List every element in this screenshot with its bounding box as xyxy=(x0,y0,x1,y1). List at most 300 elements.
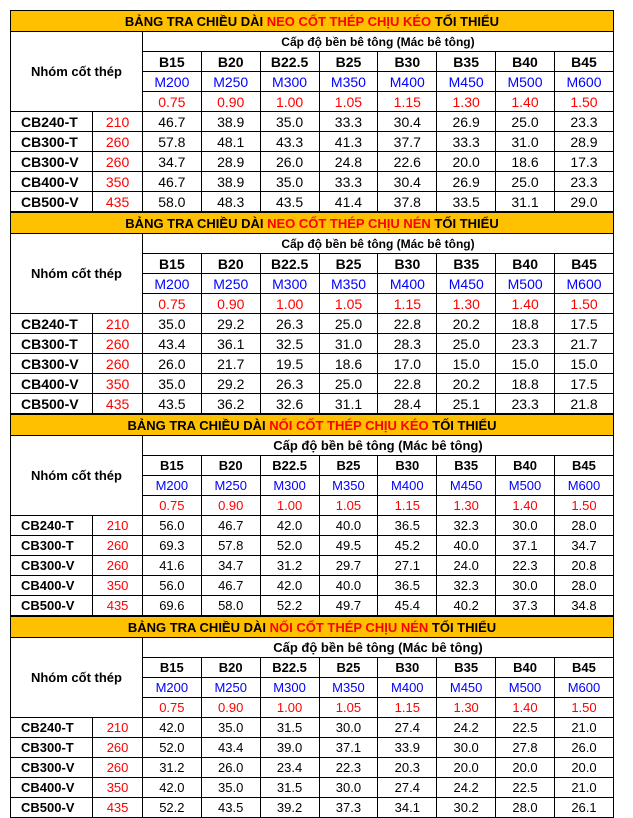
rs-value: 260 xyxy=(93,758,143,778)
concrete-mark-cell: M250 xyxy=(201,72,260,92)
data-row xyxy=(11,314,614,334)
grade-cell: B35 xyxy=(437,52,496,72)
steel-group-header: Nhóm cốt thép xyxy=(11,638,143,718)
length-value: 24.2 xyxy=(437,778,496,798)
concrete-mark-cell: M200 xyxy=(142,476,201,496)
length-value: 27.4 xyxy=(378,778,437,798)
concrete-mark-cell: M450 xyxy=(437,72,496,92)
rs-value: 435 xyxy=(93,394,143,414)
coefficient-cell: 0.75 xyxy=(142,294,201,314)
concrete-strength-header: Cấp độ bền bê tông (Mác bê tông) xyxy=(142,32,613,52)
steel-type: CB400-V xyxy=(11,172,93,192)
length-value: 42.0 xyxy=(260,516,319,536)
data-row xyxy=(11,152,614,172)
concrete-mark-cell: M600 xyxy=(554,72,613,92)
concrete-mark-cell: M400 xyxy=(378,678,437,698)
length-value: 24.2 xyxy=(437,718,496,738)
title-prefix: BẢNG TRA CHIỀU DÀI xyxy=(124,13,267,29)
concrete-mark-cell: M600 xyxy=(554,476,613,496)
coefficient-cell: 1.00 xyxy=(260,496,319,516)
length-value: 31.0 xyxy=(319,334,378,354)
concrete-mark-cell: M400 xyxy=(378,274,437,294)
table-title xyxy=(11,617,614,638)
length-value: 46.7 xyxy=(201,576,260,596)
rs-value: 210 xyxy=(93,112,143,132)
length-value: 28.4 xyxy=(378,394,437,414)
grade-cell: B15 xyxy=(142,456,201,476)
coefficient-cell: 1.05 xyxy=(319,92,378,112)
steel-type: CB300-T xyxy=(11,334,93,354)
length-value: 18.8 xyxy=(496,374,555,394)
length-value: 27.4 xyxy=(378,718,437,738)
length-value: 31.0 xyxy=(496,132,555,152)
length-value: 52.2 xyxy=(260,596,319,616)
length-value: 20.3 xyxy=(378,758,437,778)
length-value: 38.9 xyxy=(201,172,260,192)
length-value: 25.0 xyxy=(437,334,496,354)
length-value: 29.2 xyxy=(201,374,260,394)
length-value: 28.0 xyxy=(554,576,613,596)
length-value: 29.2 xyxy=(201,314,260,334)
data-row xyxy=(11,738,614,758)
length-value: 31.2 xyxy=(260,556,319,576)
length-value: 35.0 xyxy=(201,718,260,738)
concrete-mark-cell: M350 xyxy=(319,678,378,698)
length-value: 49.5 xyxy=(319,536,378,556)
grade-cell: B25 xyxy=(319,254,378,274)
length-value: 28.3 xyxy=(378,334,437,354)
grade-cell: B45 xyxy=(554,658,613,678)
data-row xyxy=(11,798,614,818)
table-title xyxy=(11,213,614,234)
length-value: 46.7 xyxy=(142,172,201,192)
rs-value: 210 xyxy=(93,516,143,536)
steel-type: CB300-T xyxy=(11,738,93,758)
length-value: 56.0 xyxy=(142,516,201,536)
title-highlight: NEO CỐT THÉP CHỊU NÉN xyxy=(267,215,431,231)
length-value: 42.0 xyxy=(142,718,201,738)
length-value: 22.8 xyxy=(378,314,437,334)
length-value: 57.8 xyxy=(201,536,260,556)
concrete-mark-cell: M200 xyxy=(142,678,201,698)
length-value: 26.1 xyxy=(554,798,613,818)
length-value: 24.8 xyxy=(319,152,378,172)
coefficient-cell: 1.30 xyxy=(437,294,496,314)
length-value: 36.5 xyxy=(378,516,437,536)
coefficient-cell: 1.30 xyxy=(437,496,496,516)
title-row xyxy=(11,415,614,436)
title-highlight: NEO CỐT THÉP CHỊU KÉO xyxy=(266,13,432,29)
steel-type: CB500-V xyxy=(11,394,93,414)
steel-type: CB240-T xyxy=(11,112,93,132)
grade-cell: B40 xyxy=(496,658,555,678)
concrete-mark-cell: M300 xyxy=(260,274,319,294)
length-value: 31.5 xyxy=(260,778,319,798)
length-value: 33.3 xyxy=(437,132,496,152)
length-value: 43.3 xyxy=(260,132,319,152)
concrete-mark-cell: M300 xyxy=(260,476,319,496)
header-row xyxy=(11,436,614,456)
steel-type: CB240-T xyxy=(11,314,93,334)
grade-cell: B40 xyxy=(496,52,555,72)
steel-type: CB500-V xyxy=(11,192,93,212)
grade-cell: B40 xyxy=(496,254,555,274)
length-value: 30.0 xyxy=(496,576,555,596)
rs-value: 435 xyxy=(93,596,143,616)
length-value: 29.7 xyxy=(319,556,378,576)
concrete-mark-cell: M250 xyxy=(201,274,260,294)
rs-value: 210 xyxy=(93,718,143,738)
length-value: 43.4 xyxy=(142,334,201,354)
title-prefix: BẢNG TRA CHIỀU DÀI xyxy=(127,417,270,433)
table-title xyxy=(11,415,614,436)
length-value: 26.9 xyxy=(437,112,496,132)
concrete-mark-cell: M450 xyxy=(437,274,496,294)
length-value: 33.3 xyxy=(319,172,378,192)
length-value: 15.0 xyxy=(555,354,614,374)
length-value: 40.0 xyxy=(319,516,378,536)
steel-type: CB400-V xyxy=(11,778,93,798)
data-row xyxy=(11,112,614,132)
length-value: 56.0 xyxy=(142,576,201,596)
length-value: 26.3 xyxy=(260,314,319,334)
rs-value: 350 xyxy=(93,172,143,192)
coefficient-cell: 1.15 xyxy=(378,496,437,516)
length-value: 34.7 xyxy=(554,536,613,556)
length-value: 25.0 xyxy=(496,112,555,132)
length-value: 28.9 xyxy=(201,152,260,172)
length-value: 69.6 xyxy=(142,596,201,616)
steel-type: CB300-V xyxy=(11,758,93,778)
length-value: 31.1 xyxy=(496,192,555,212)
length-value: 23.3 xyxy=(496,334,555,354)
concrete-mark-cell: M250 xyxy=(201,476,260,496)
coefficient-cell: 1.40 xyxy=(496,92,555,112)
length-value: 31.5 xyxy=(260,718,319,738)
length-value: 22.6 xyxy=(378,152,437,172)
length-value: 37.1 xyxy=(496,536,555,556)
length-value: 52.0 xyxy=(260,536,319,556)
length-value: 28.0 xyxy=(496,798,555,818)
length-value: 18.6 xyxy=(319,354,378,374)
coefficient-cell: 1.40 xyxy=(496,698,555,718)
steel-group-header: Nhóm cốt thép xyxy=(11,32,143,112)
grade-cell: B25 xyxy=(319,456,378,476)
length-value: 17.5 xyxy=(555,314,614,334)
length-value: 35.0 xyxy=(260,112,319,132)
grade-cell: B20 xyxy=(201,456,260,476)
steel-type: CB400-V xyxy=(11,374,93,394)
data-row xyxy=(11,132,614,152)
length-value: 31.2 xyxy=(142,758,201,778)
length-value: 30.0 xyxy=(319,718,378,738)
concrete-mark-cell: M400 xyxy=(378,72,437,92)
length-value: 32.5 xyxy=(260,334,319,354)
length-value: 25.0 xyxy=(319,374,378,394)
coefficient-cell: 0.90 xyxy=(201,92,260,112)
length-value: 32.3 xyxy=(437,516,496,536)
table-block xyxy=(10,616,614,818)
grade-cell: B30 xyxy=(378,456,437,476)
steel-type: CB300-V xyxy=(11,354,93,374)
length-value: 43.5 xyxy=(260,192,319,212)
grade-cell: B45 xyxy=(554,52,613,72)
length-value: 29.0 xyxy=(554,192,613,212)
length-value: 48.1 xyxy=(201,132,260,152)
length-value: 37.1 xyxy=(319,738,378,758)
data-row xyxy=(11,718,614,738)
coefficient-cell: 1.50 xyxy=(554,92,613,112)
length-value: 23.3 xyxy=(496,394,555,414)
coefficient-cell: 1.05 xyxy=(319,496,378,516)
length-value: 36.2 xyxy=(201,394,260,414)
length-value: 40.2 xyxy=(437,596,496,616)
length-value: 26.0 xyxy=(554,738,613,758)
steel-type: CB300-V xyxy=(11,152,93,172)
steel-type: CB240-T xyxy=(11,718,93,738)
length-value: 27.8 xyxy=(496,738,555,758)
coefficient-cell: 1.40 xyxy=(496,294,555,314)
concrete-strength-header: Cấp độ bền bê tông (Mác bê tông) xyxy=(142,638,613,658)
length-value: 20.2 xyxy=(437,314,496,334)
data-row xyxy=(11,394,614,414)
length-value: 41.4 xyxy=(319,192,378,212)
length-value: 17.5 xyxy=(555,374,614,394)
length-value: 30.0 xyxy=(437,738,496,758)
grade-cell: B22.5 xyxy=(260,254,319,274)
coefficient-cell: 0.90 xyxy=(201,698,260,718)
steel-type: CB300-T xyxy=(11,132,93,152)
length-value: 37.3 xyxy=(319,798,378,818)
length-value: 37.3 xyxy=(496,596,555,616)
coefficient-cell: 1.50 xyxy=(554,496,613,516)
coefficient-cell: 1.50 xyxy=(555,294,614,314)
coefficient-cell: 1.50 xyxy=(554,698,613,718)
concrete-strength-header: Cấp độ bền bê tông (Mác bê tông) xyxy=(142,234,613,254)
length-value: 18.8 xyxy=(496,314,555,334)
grade-cell: B22.5 xyxy=(260,658,319,678)
length-value: 21.0 xyxy=(554,778,613,798)
coefficient-cell: 0.75 xyxy=(142,92,201,112)
grade-cell: B30 xyxy=(378,52,437,72)
coefficient-cell: 1.05 xyxy=(319,294,378,314)
length-value: 22.3 xyxy=(319,758,378,778)
length-value: 26.0 xyxy=(142,354,201,374)
table-title xyxy=(11,11,614,32)
coefficient-cell: 1.15 xyxy=(378,294,437,314)
header-row xyxy=(11,638,614,658)
grade-cell: B35 xyxy=(437,254,496,274)
length-value: 34.1 xyxy=(378,798,437,818)
length-value: 30.4 xyxy=(378,172,437,192)
length-value: 25.0 xyxy=(496,172,555,192)
length-value: 43.5 xyxy=(201,798,260,818)
steel-type: CB240-T xyxy=(11,516,93,536)
grade-cell: B15 xyxy=(142,658,201,678)
length-value: 35.0 xyxy=(201,778,260,798)
length-value: 28.0 xyxy=(554,516,613,536)
concrete-mark-cell: M200 xyxy=(142,72,201,92)
concrete-mark-cell: M300 xyxy=(260,72,319,92)
data-row xyxy=(11,596,614,616)
coefficient-cell: 1.00 xyxy=(260,698,319,718)
concrete-mark-cell: M400 xyxy=(378,476,437,496)
title-highlight: NỐI CỐT THÉP CHỊU NÉN xyxy=(269,619,429,635)
grade-cell: B20 xyxy=(201,52,260,72)
length-value: 33.9 xyxy=(378,738,437,758)
data-row xyxy=(11,516,614,536)
table-block xyxy=(10,10,614,212)
rs-value: 260 xyxy=(93,132,143,152)
rebar-length-sheet xyxy=(10,10,614,818)
steel-type: CB500-V xyxy=(11,596,93,616)
data-row xyxy=(11,536,614,556)
length-value: 20.2 xyxy=(437,374,496,394)
concrete-mark-cell: M500 xyxy=(496,274,555,294)
steel-type: CB500-V xyxy=(11,798,93,818)
length-value: 37.8 xyxy=(378,192,437,212)
length-value: 17.3 xyxy=(554,152,613,172)
length-value: 30.0 xyxy=(496,516,555,536)
length-value: 35.0 xyxy=(142,314,201,334)
length-value: 35.0 xyxy=(260,172,319,192)
concrete-mark-cell: M600 xyxy=(554,678,613,698)
data-row xyxy=(11,374,614,394)
concrete-mark-cell: M500 xyxy=(496,476,555,496)
steel-group-header: Nhóm cốt thép xyxy=(11,234,143,314)
length-value: 27.1 xyxy=(378,556,437,576)
length-value: 41.3 xyxy=(319,132,378,152)
length-value: 25.1 xyxy=(437,394,496,414)
title-row xyxy=(11,11,614,32)
length-value: 40.0 xyxy=(319,576,378,596)
coefficient-cell: 1.00 xyxy=(260,294,319,314)
coefficient-cell: 1.30 xyxy=(437,698,496,718)
length-value: 34.8 xyxy=(554,596,613,616)
length-value: 26.0 xyxy=(201,758,260,778)
grade-cell: B20 xyxy=(201,658,260,678)
length-value: 20.0 xyxy=(496,758,555,778)
grade-cell: B40 xyxy=(496,456,555,476)
concrete-mark-cell: M350 xyxy=(319,274,378,294)
length-value: 21.7 xyxy=(555,334,614,354)
steel-type: CB300-T xyxy=(11,536,93,556)
length-value: 43.5 xyxy=(142,394,201,414)
rs-value: 210 xyxy=(93,314,143,334)
concrete-strength-header: Cấp độ bền bê tông (Mác bê tông) xyxy=(142,436,613,456)
grade-cell: B22.5 xyxy=(260,52,319,72)
length-value: 21.8 xyxy=(555,394,614,414)
grade-cell: B30 xyxy=(378,254,437,274)
length-value: 41.6 xyxy=(142,556,201,576)
rs-value: 260 xyxy=(93,152,143,172)
concrete-mark-cell: M500 xyxy=(496,678,555,698)
rs-value: 435 xyxy=(93,192,143,212)
concrete-mark-cell: M600 xyxy=(555,274,614,294)
grade-cell: B25 xyxy=(319,658,378,678)
length-value: 21.0 xyxy=(554,718,613,738)
concrete-mark-cell: M300 xyxy=(260,678,319,698)
length-value: 43.4 xyxy=(201,738,260,758)
length-value: 45.2 xyxy=(378,536,437,556)
length-value: 18.6 xyxy=(496,152,555,172)
length-value: 48.3 xyxy=(201,192,260,212)
length-value: 69.3 xyxy=(142,536,201,556)
length-value: 15.0 xyxy=(437,354,496,374)
length-value: 32.3 xyxy=(437,576,496,596)
coefficient-cell: 1.15 xyxy=(378,92,437,112)
rs-value: 350 xyxy=(93,374,143,394)
length-value: 33.3 xyxy=(319,112,378,132)
concrete-mark-cell: M450 xyxy=(437,476,496,496)
title-highlight: NỐI CỐT THÉP CHỊU KÉO xyxy=(269,417,429,433)
grade-cell: B20 xyxy=(201,254,260,274)
coefficient-cell: 1.40 xyxy=(496,496,555,516)
length-value: 20.0 xyxy=(437,758,496,778)
length-value: 30.0 xyxy=(319,778,378,798)
data-row xyxy=(11,758,614,778)
length-value: 25.0 xyxy=(319,314,378,334)
rs-value: 260 xyxy=(93,556,143,576)
coefficient-cell: 0.90 xyxy=(201,294,260,314)
length-value: 52.2 xyxy=(142,798,201,818)
concrete-mark-cell: M450 xyxy=(437,678,496,698)
length-value: 35.0 xyxy=(142,374,201,394)
length-value: 21.7 xyxy=(201,354,260,374)
title-row xyxy=(11,213,614,234)
concrete-mark-cell: M200 xyxy=(142,274,201,294)
length-value: 22.5 xyxy=(496,778,555,798)
length-value: 57.8 xyxy=(142,132,201,152)
grade-cell: B45 xyxy=(554,456,613,476)
grade-cell: B35 xyxy=(437,658,496,678)
length-value: 20.0 xyxy=(554,758,613,778)
length-value: 15.0 xyxy=(496,354,555,374)
rs-value: 350 xyxy=(93,576,143,596)
grade-cell: B45 xyxy=(555,254,614,274)
rs-value: 435 xyxy=(93,798,143,818)
length-value: 26.9 xyxy=(437,172,496,192)
length-value: 46.7 xyxy=(142,112,201,132)
grade-cell: B15 xyxy=(142,254,201,274)
length-value: 32.6 xyxy=(260,394,319,414)
length-value: 23.4 xyxy=(260,758,319,778)
length-value: 20.8 xyxy=(554,556,613,576)
length-value: 49.7 xyxy=(319,596,378,616)
coefficient-cell: 0.90 xyxy=(201,496,260,516)
length-value: 30.2 xyxy=(437,798,496,818)
grade-cell: B30 xyxy=(378,658,437,678)
coefficient-cell: 0.75 xyxy=(142,698,201,718)
title-row xyxy=(11,617,614,638)
coefficient-cell: 1.30 xyxy=(437,92,496,112)
coefficient-cell: 1.15 xyxy=(378,698,437,718)
data-row xyxy=(11,556,614,576)
length-value: 23.3 xyxy=(554,112,613,132)
length-value: 23.3 xyxy=(554,172,613,192)
length-value: 24.0 xyxy=(437,556,496,576)
header-row xyxy=(11,234,614,254)
title-suffix: TỐI THIỂU xyxy=(431,13,500,29)
table-block xyxy=(10,414,614,616)
length-value: 26.0 xyxy=(260,152,319,172)
length-value: 36.1 xyxy=(201,334,260,354)
title-suffix: TỐI THIỂU xyxy=(428,417,497,433)
steel-type: CB300-V xyxy=(11,556,93,576)
length-value: 58.0 xyxy=(201,596,260,616)
grade-cell: B25 xyxy=(319,52,378,72)
coefficient-cell: 1.00 xyxy=(260,92,319,112)
